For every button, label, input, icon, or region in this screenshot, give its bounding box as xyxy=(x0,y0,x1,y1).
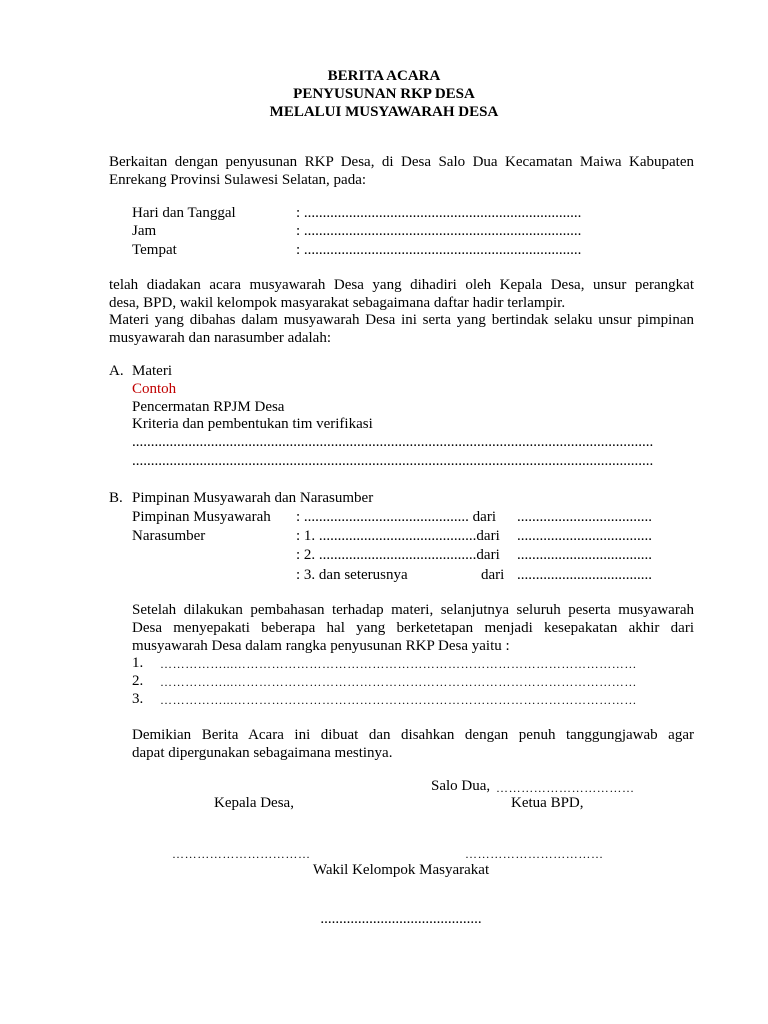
speaker-3-dari: dari xyxy=(481,567,505,583)
speaker-1-origin: .................................... xyxy=(517,528,652,544)
intro-line-2: Enrekang Provinsi Sulawesi Selatan, pada: xyxy=(109,172,367,188)
closing-line-2: dapat dipergunakan sebagaimana mestinya. xyxy=(132,745,393,761)
speaker-2-value: : 2. ..........................................dari xyxy=(296,547,500,563)
leader-value: : ............................................ dari xyxy=(296,509,496,525)
title-line-3: MELALUI MUSYAWARAH DESA xyxy=(269,104,499,120)
leader-label: Pimpinan Musyawarah xyxy=(132,509,271,525)
speaker-3-origin: .................................... xyxy=(517,567,652,583)
signature-blank-community-rep: ........................................... xyxy=(320,911,482,927)
para2-line-4: musyawarah dan narasumber adalah: xyxy=(109,330,331,346)
closing-line-1: Demikian Berita Acara ini dibuat dan disahkan dengan penuh tanggungjawab agar xyxy=(132,727,694,743)
field-label-place: Tempat xyxy=(132,242,177,258)
section-b-heading: Pimpinan Musyawarah dan Narasumber xyxy=(132,490,374,506)
section-b-marker: B. xyxy=(109,490,123,506)
section-a-blank-2: ........................................................................................................................................... xyxy=(132,453,654,469)
section-a-item-1: Pencermatan RPJM Desa xyxy=(132,399,285,415)
signing-date-blank: …………………………… xyxy=(496,781,635,795)
signature-blank-bpd-chair: …………………………… xyxy=(465,847,604,861)
agreement-number-1: 1. xyxy=(132,655,144,671)
agreement-blank-3: ……………...…………………………………………………………………………………… xyxy=(160,693,637,707)
signing-place: Salo Dua, xyxy=(431,778,491,794)
agreement-blank-1: ……………...…………………………………………………………………………………… xyxy=(160,657,637,671)
para3-line-2: Desa menyepakati beberapa hal yang berketetapan menjadi kesepakatan akhir dari xyxy=(132,620,694,636)
section-a-heading: Materi xyxy=(132,363,172,379)
section-a-item-2: Kriteria dan pembentukan tim verifikasi xyxy=(132,416,373,432)
leader-origin: .................................... xyxy=(517,509,652,525)
speaker-1-value: : 1. ..........................................dari xyxy=(296,528,500,544)
field-value-place: : .......................................................................... xyxy=(296,242,582,258)
agreement-number-2: 2. xyxy=(132,673,144,689)
para2-line-3: Materi yang dibahas dalam musyawarah Desa ini serta yang bertindak selaku unsur pimpinan xyxy=(109,312,694,328)
intro-line-1: Berkaitan dengan penyusunan RKP Desa, di Desa Salo Dua Kecamatan Maiwa Kabupaten xyxy=(109,154,694,170)
para3-line-3: musyawarah Desa dalam rangka penyusunan RKP Desa yaitu : xyxy=(132,638,510,654)
signature-title-village-head: Kepala Desa, xyxy=(214,795,294,811)
field-value-time: : .......................................................................... xyxy=(296,223,582,239)
section-a-blank-1: ........................................................................................................................................... xyxy=(132,434,654,450)
speaker-2-origin: .................................... xyxy=(517,547,652,563)
signature-blank-village-head: …………………………… xyxy=(172,847,311,861)
signature-title-community-rep: Wakil Kelompok Masyarakat xyxy=(312,862,490,878)
speaker-3-value: : 3. dan seterusnya xyxy=(296,567,408,583)
section-a-example: Contoh xyxy=(132,381,177,397)
para2-line-1: telah diadakan acara musyawarah Desa yang dihadiri oleh Kepala Desa, unsur perangkat xyxy=(109,277,694,293)
field-label-time: Jam xyxy=(132,223,157,239)
section-a-marker: A. xyxy=(109,363,124,379)
para3-line-1: Setelah dilakukan pembahasan terhadap materi, selanjutnya seluruh peserta musyawarah xyxy=(132,602,694,618)
title-line-1: BERITA ACARA xyxy=(327,68,441,84)
agreement-number-3: 3. xyxy=(132,691,144,707)
para2-line-2: desa, BPD, wakil kelompok masyarakat sebagaimana daftar hadir terlampir. xyxy=(109,295,566,311)
field-value-date: : .......................................................................... xyxy=(296,205,582,221)
speaker-label: Narasumber xyxy=(132,528,206,544)
title-line-2: PENYUSUNAN RKP DESA xyxy=(293,86,475,102)
field-label-date: Hari dan Tanggal xyxy=(132,205,236,221)
signature-title-bpd-chair: Ketua BPD, xyxy=(511,795,584,811)
agreement-blank-2: ……………...…………………………………………………………………………………… xyxy=(160,675,637,689)
